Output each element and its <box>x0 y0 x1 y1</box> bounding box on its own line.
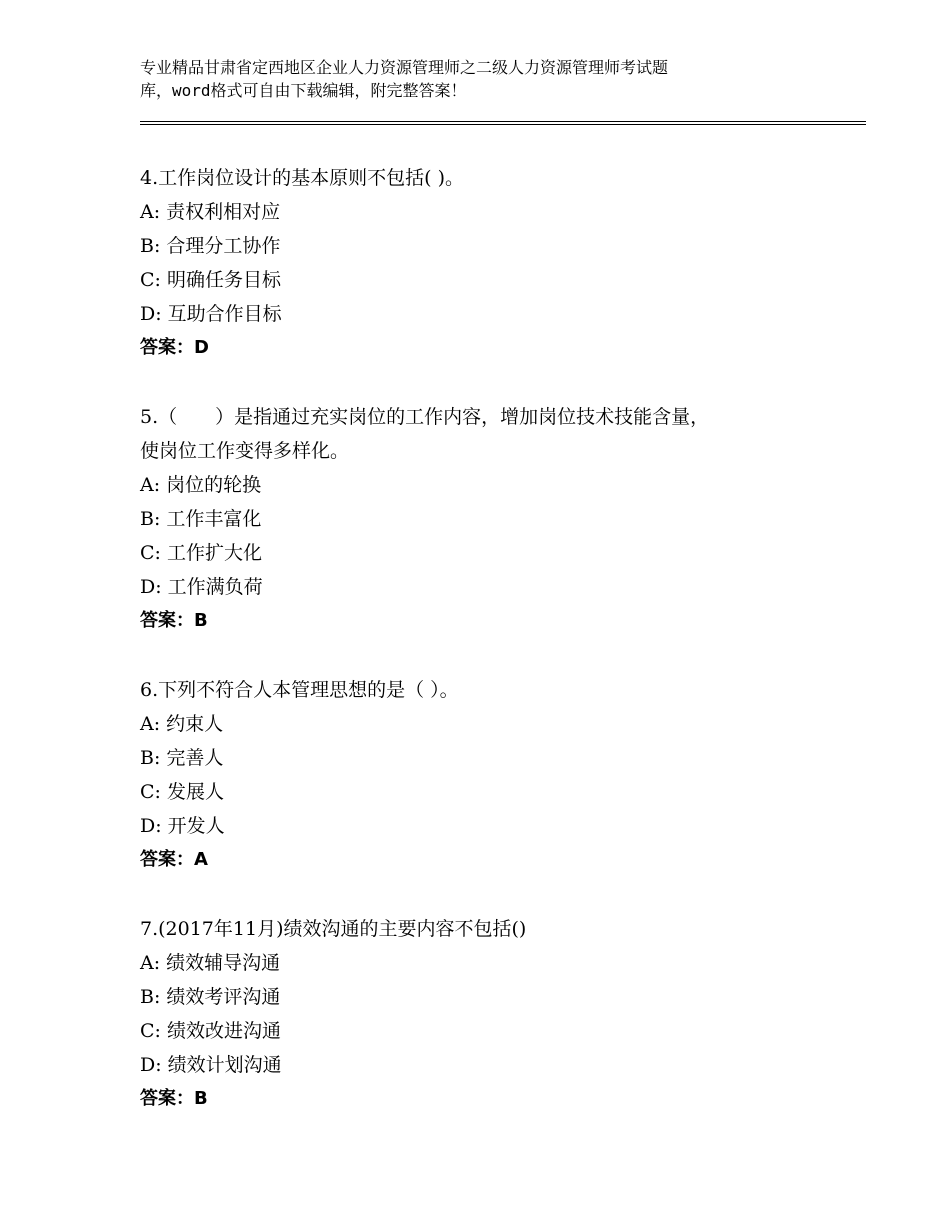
header-divider-top <box>140 121 866 122</box>
option-b: B: 完善人 <box>140 747 224 769</box>
option-b: B: 合理分工协作 <box>140 235 281 257</box>
title-line-2: 库，word格式可自由下载编辑，附完整答案！ <box>140 81 467 100</box>
question-5 <box>140 400 800 638</box>
option-c: C: 发展人 <box>140 781 224 803</box>
header-divider-bottom <box>140 124 866 125</box>
option-d: D: 开发人 <box>140 815 225 837</box>
option-a: A: 绩效辅导沟通 <box>140 952 281 974</box>
question-4 <box>140 161 800 365</box>
question-6 <box>140 673 800 877</box>
answer: 答案：A <box>140 849 208 870</box>
document-title <box>140 56 780 102</box>
option-d: D: 互助合作目标 <box>140 303 282 325</box>
answer: 答案：D <box>140 337 209 358</box>
option-d: D: 绩效计划沟通 <box>140 1054 282 1076</box>
option-a: A: 责权利相对应 <box>140 201 281 223</box>
option-d: D: 工作满负荷 <box>140 576 263 598</box>
answer: 答案：B <box>140 610 208 631</box>
option-c: C: 绩效改进沟通 <box>140 1020 281 1042</box>
question-stem-line-2: 使岗位工作变得多样化。 <box>140 440 350 462</box>
question-stem-line-1: 5.（ ）是指通过充实岗位的工作内容，增加岗位技术技能含量， <box>140 406 710 428</box>
option-b: B: 工作丰富化 <box>140 508 262 530</box>
question-stem: 7.(2017年11月)绩效沟通的主要内容不包括() <box>140 918 527 940</box>
title-line-1: 专业精品甘肃省定西地区企业人力资源管理师之二级人力资源管理师考试题 <box>140 58 669 77</box>
option-a: A: 岗位的轮换 <box>140 474 262 496</box>
question-stem: 6.下列不符合人本管理思想的是（ ）。 <box>140 679 459 701</box>
option-a: A: 约束人 <box>140 713 224 735</box>
question-stem: 4.工作岗位设计的基本原则不包括( )。 <box>140 167 464 189</box>
option-c: C: 工作扩大化 <box>140 542 262 564</box>
option-c: C: 明确任务目标 <box>140 269 281 291</box>
answer: 答案：B <box>140 1088 208 1109</box>
question-7 <box>140 912 800 1116</box>
option-b: B: 绩效考评沟通 <box>140 986 281 1008</box>
